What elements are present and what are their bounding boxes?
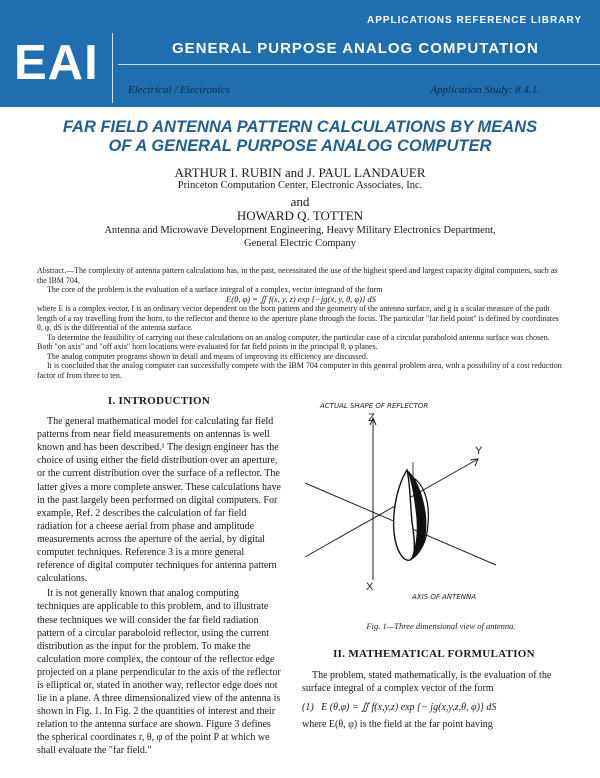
paper-title-line1: FAR FIELD ANTENNA PATTERN CALCULATIONS BY MEANS	[62, 118, 538, 136]
axis-y-label: Y	[475, 445, 483, 457]
math-formulation-heading: II. MATHEMATICAL FORMULATION	[333, 648, 535, 660]
authors-and: and	[290, 194, 310, 209]
affiliation-2	[0, 224, 600, 250]
figure-1-caption: Fig. 1—Three dimensional view of antenna.	[366, 621, 516, 631]
abstract-p1: Abstract.—The complexity of antenna pattern calculations has, in the past, necessitated the use of the highest speed and largest capacity digital computers, such as the IBM 704.	[37, 266, 558, 285]
abstract-p5: The analog computer programs shown in detail and means of improving its efficiency are discussed.	[47, 351, 368, 361]
introduction-p2: It is not generally known that analog computing techniques are applicable to this problem, and to illustrate these techniques we will consider the far field radiation pattern of a circular paraboloid reflector, using the current distribution as the input for the problem. To make the calculation more complex, the contour of the reflector edge projected on a plane perpendicular to the axis of the reflector is elliptical or, stated in another way, reflector edge does not lie in a plane. A three dimensionalized view of the antenna is shown in Fig. 1. In Fig. 2 the quantities of interest and their relation to the antenna surface are shown. Figure 3 defines the spherical coordinates r, θ, φ of the point P at which we shall evaluate the "far field."	[37, 588, 281, 757]
banner-divider-vertical	[112, 33, 113, 103]
math-formulation-p2: where E(θ, φ) is the field at the far point having	[302, 719, 493, 731]
axis-y-line	[305, 459, 478, 557]
application-study-label: Application Study: 8.4.1.	[430, 84, 540, 96]
abstract-p3: where E is a complex vector, f is an ordinary vector dependent on the horn pattern and the geometry of the antenna surface, and g is a scalar measure of the path length of a ray travelling from the horn, to the reflector and thence to the aperture plane through the focus. The particular "far field point" is defined by coordinates θ, φ. dS is the differential of the antenna surface.	[37, 304, 559, 332]
authors-line1: ARTHUR I. RUBIN and J. PAUL LANDAUER	[174, 165, 426, 180]
abstract-equation: E(θ, φ) = ∬ f(x, y, z) exp {−jg(x, y, θ, φ)} dS	[226, 293, 376, 304]
introduction-p1: The general mathematical model for calculating far field patterns from near field measurements on antennas is well known and has been described.¹ The design engineer has the choice of using either the field distribution over an aperture, or the current distribution over the surface of a reflector. The latter gives a more complete answer. These calculations have in the past largely been performed on digital computers. For example, Ref. 2 describes the calculation of far field radiation for a cheese aerial from phase and amplitude measurements across the aperture of the aerial, by digital computer techniques. Reference 3 is a more general reference of digital computer techniques for antenna pattern calculations.	[37, 416, 281, 585]
affiliation-2-line1: Antenna and Microwave Development Engineering, Heavy Military Electronics Department,	[104, 225, 496, 236]
abstract-p6: It is concluded that the analog computer can successfully compete with the IBM 704 computer in this general problem area, with a possibility of a cost reduction factor of from three to ten.	[37, 361, 562, 380]
category-label: Electrical / Electronics	[128, 84, 230, 96]
paper-title-line2: OF A GENERAL PURPOSE ANALOG COMPUTER	[108, 137, 492, 155]
affiliation-2-line2: General Electric Company	[244, 238, 356, 249]
math-formulation-p1: The problem, stated mathematically, is the evaluation of the surface integral of a complex vector of the form	[302, 670, 552, 695]
abstract-p4: To determine the feasibility of carrying out these calculations on an analog computer, the particular case of a circular paraboloid antenna surface was chosen. Both "on axis" and "off axis" horn locations were evaluated for far field points in the principal θ, φ planes.	[37, 332, 550, 351]
axis-x-label: X	[366, 581, 374, 593]
authors-line2: HOWARD Q. TOTTEN	[236, 208, 364, 223]
axis-z-label: Z	[368, 412, 375, 424]
figure-1-antenna-diagram	[300, 392, 570, 630]
equation-1-number: (1)	[302, 702, 314, 714]
banner-subtitle: GENERAL PURPOSE ANALOG COMPUTATION	[172, 40, 539, 57]
library-label: APPLICATIONS REFERENCE LIBRARY	[366, 15, 582, 26]
abstract-p2: The core of the problem is the evaluation of a surface integral of a complex, vector integrand of the form	[47, 285, 383, 294]
equation-1-line	[302, 701, 566, 714]
paper-title	[0, 118, 600, 156]
equation-1: E (θ,φ) = ∬ f(x,y,z) exp {− jg(x,y,z,θ, φ)} dS	[321, 702, 497, 714]
figure-label-antenna-axis: AXIS OF ANTENNA	[412, 593, 477, 601]
affiliation-1: Princeton Computation Center, Electronic Associates, Inc.	[177, 180, 423, 191]
eai-logo: EAI	[14, 36, 99, 90]
introduction-section	[37, 395, 281, 760]
header-banner	[0, 0, 600, 107]
math-formulation-section	[302, 648, 566, 731]
banner-divider-horizontal	[118, 64, 600, 65]
introduction-heading: I. INTRODUCTION	[107, 395, 211, 407]
figure-label-reflector-shape: ACTUAL SHAPE OF REFLECTOR	[320, 402, 429, 410]
abstract	[37, 266, 565, 380]
